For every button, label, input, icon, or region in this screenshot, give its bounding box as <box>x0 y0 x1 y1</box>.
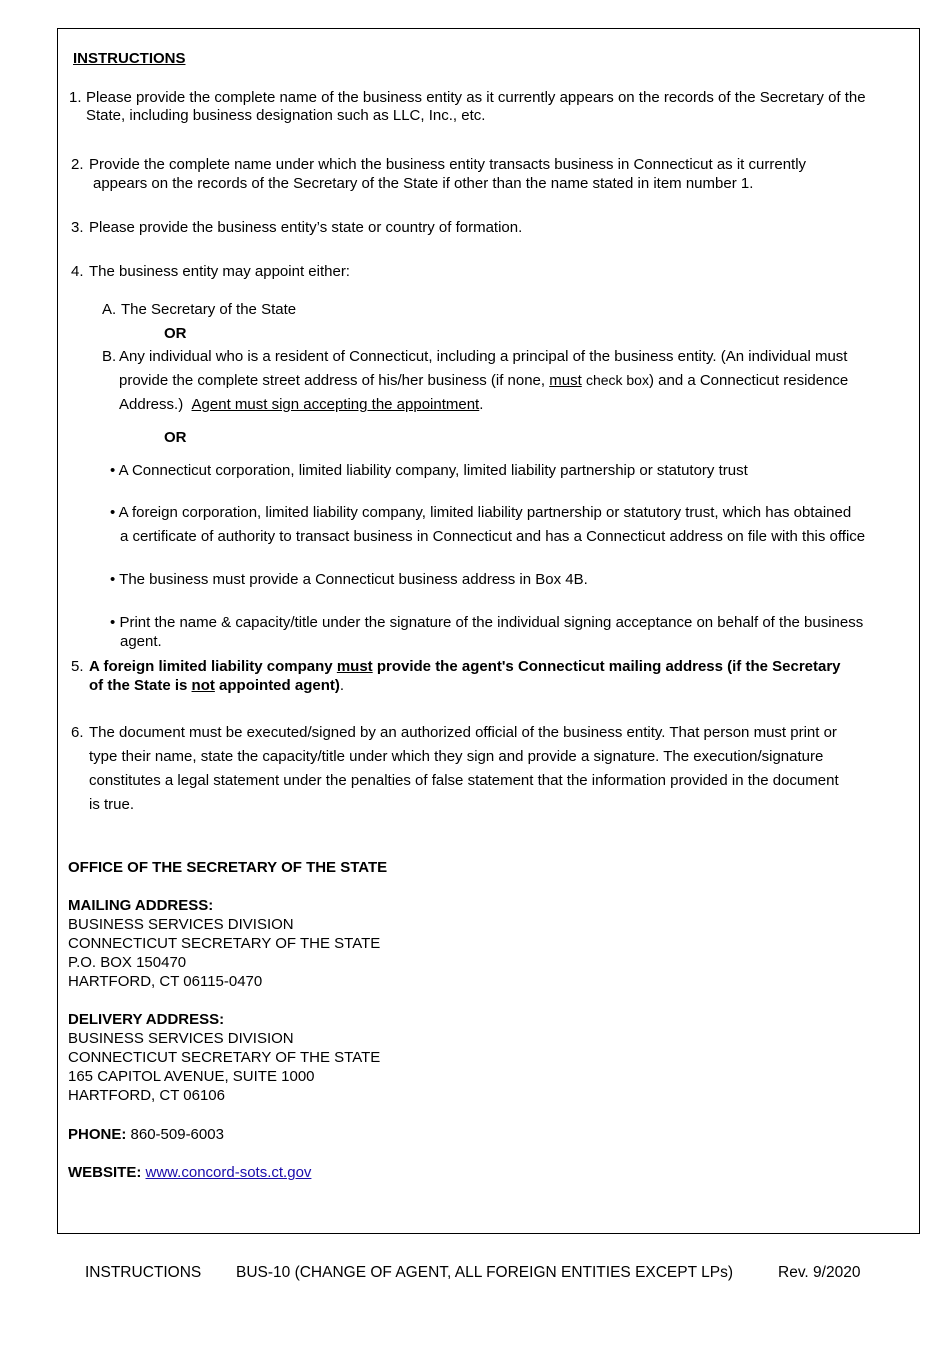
office-heading: OFFICE OF THE SECRETARY OF THE STATE <box>68 859 388 876</box>
footer-label: INSTRUCTIONS <box>85 1264 202 1281</box>
bullet-icon: • <box>110 504 116 521</box>
delivery-address-line: 165 CAPITOL AVENUE, SUITE 1000 <box>68 1068 315 1085</box>
text-run: appointed agent) <box>219 677 340 694</box>
text-run: provide the complete street address of his/her business (if none, <box>119 372 546 389</box>
bullet-icon: • <box>110 462 116 479</box>
or-separator: OR <box>164 429 187 446</box>
or-separator: OR <box>164 325 187 342</box>
footer-revision: Rev. 9/2020 <box>778 1264 861 1281</box>
agent-sign-note: Agent must sign accepting the appointment <box>191 396 480 413</box>
mailing-address-line: P.O. BOX 150470 <box>68 954 187 971</box>
item-text <box>89 676 344 695</box>
item-text: Please provide the business entity’s state or country of formation. <box>89 219 523 236</box>
option-a-text: The Secretary of the State <box>121 301 297 318</box>
option-b-label: B. <box>102 348 117 365</box>
phone-row <box>68 1125 224 1144</box>
item-number: 1. <box>69 89 82 106</box>
bullet-text: agent. <box>120 633 162 650</box>
bullet-text: The business must provide a Connecticut business address in Box 4B. <box>119 571 588 588</box>
website-row <box>68 1163 311 1182</box>
check-box-note: check box <box>585 372 649 388</box>
option-b-text: Any individual who is a resident of Connecticut, including a principal of the business entity. (An individual must <box>119 348 848 365</box>
mailing-address-label: MAILING ADDRESS: <box>68 897 214 914</box>
emphasis-not: not <box>191 677 215 694</box>
phone-number: 860-509-6003 <box>130 1126 224 1143</box>
footer-form-name: BUS-10 (CHANGE OF AGENT, ALL FOREIGN ENTITIES EXCEPT LPs) <box>236 1264 733 1281</box>
bullet-icon: • <box>110 614 116 631</box>
emphasis-must: must <box>336 658 373 675</box>
item-number: 2. <box>71 156 84 173</box>
text-run: ) and a Connecticut residence <box>648 372 849 389</box>
delivery-address-line: CONNECTICUT SECRETARY OF THE STATE <box>68 1049 381 1066</box>
item-text: Provide the complete name under which the business entity transacts business in Connecticut as it currently <box>89 156 807 173</box>
bullet-text: A Connecticut corporation, limited liability company, limited liability partnership or statutory trust <box>118 462 748 479</box>
item-text: Please provide the complete name of the business entity as it currently appears on the records of the Secretary of the <box>86 89 866 106</box>
bullet-item <box>110 570 588 589</box>
website-label: WEBSITE: <box>68 1164 142 1181</box>
phone-label: PHONE: <box>68 1126 127 1143</box>
option-b-text <box>119 371 848 390</box>
website-link[interactable]: www.concord-sots.ct.gov <box>145 1164 312 1181</box>
mailing-address-line: CONNECTICUT SECRETARY OF THE STATE <box>68 935 381 952</box>
text-run: . <box>479 396 484 413</box>
bullet-text: Print the name & capacity/title under the signature of the individual signing acceptance on behalf of the business <box>119 614 864 631</box>
item-text: The document must be executed/signed by an authorized official of the business entity. That person must print or <box>89 724 837 741</box>
bullet-item <box>110 461 748 480</box>
emphasis-must: must <box>549 372 582 389</box>
item-number: 5. <box>71 658 84 675</box>
item-text: The business entity may appoint either: <box>89 263 350 280</box>
bullet-item <box>110 613 863 632</box>
delivery-address-label: DELIVERY ADDRESS: <box>68 1011 225 1028</box>
text-run: . <box>339 677 345 694</box>
item-text: type their name, state the capacity/title under which they sign and provide a signature. The execution/signature <box>89 748 824 765</box>
item-text: appears on the records of the Secretary of the State if other than the name stated in item number 1. <box>93 175 754 192</box>
item-number: 3. <box>71 219 84 236</box>
delivery-address-line: BUSINESS SERVICES DIVISION <box>68 1030 294 1047</box>
bullet-item <box>110 503 851 522</box>
bullet-text: a certificate of authority to transact business in Connecticut and has a Connecticut address on file with this office <box>120 528 866 545</box>
option-a-label: A. <box>102 301 117 318</box>
item-number: 4. <box>71 263 84 280</box>
delivery-address-line: HARTFORD, CT 06106 <box>68 1087 225 1104</box>
item-text: State, including business designation such as LLC, Inc., etc. <box>86 107 486 124</box>
page-title: INSTRUCTIONS <box>73 50 186 67</box>
bullet-icon: • <box>110 571 116 588</box>
text-run: of the State is <box>89 677 188 694</box>
text-run: A foreign limited liability company <box>89 658 333 675</box>
mailing-address-line: BUSINESS SERVICES DIVISION <box>68 916 294 933</box>
item-text: is true. <box>89 796 135 813</box>
bullet-text: A foreign corporation, limited liability company, limited liability partnership or statutory trust, which has obtained <box>118 504 852 521</box>
option-b-text <box>119 395 483 414</box>
text-run: Address.) <box>119 396 184 413</box>
mailing-address-line: HARTFORD, CT 06115-0470 <box>68 973 263 990</box>
text-run: provide the agent's Connecticut mailing address (if the Secretary <box>376 658 841 675</box>
item-number: 6. <box>71 724 84 741</box>
item-text: constitutes a legal statement under the penalties of false statement that the information provided in the document <box>89 772 839 789</box>
item-text <box>89 657 841 676</box>
